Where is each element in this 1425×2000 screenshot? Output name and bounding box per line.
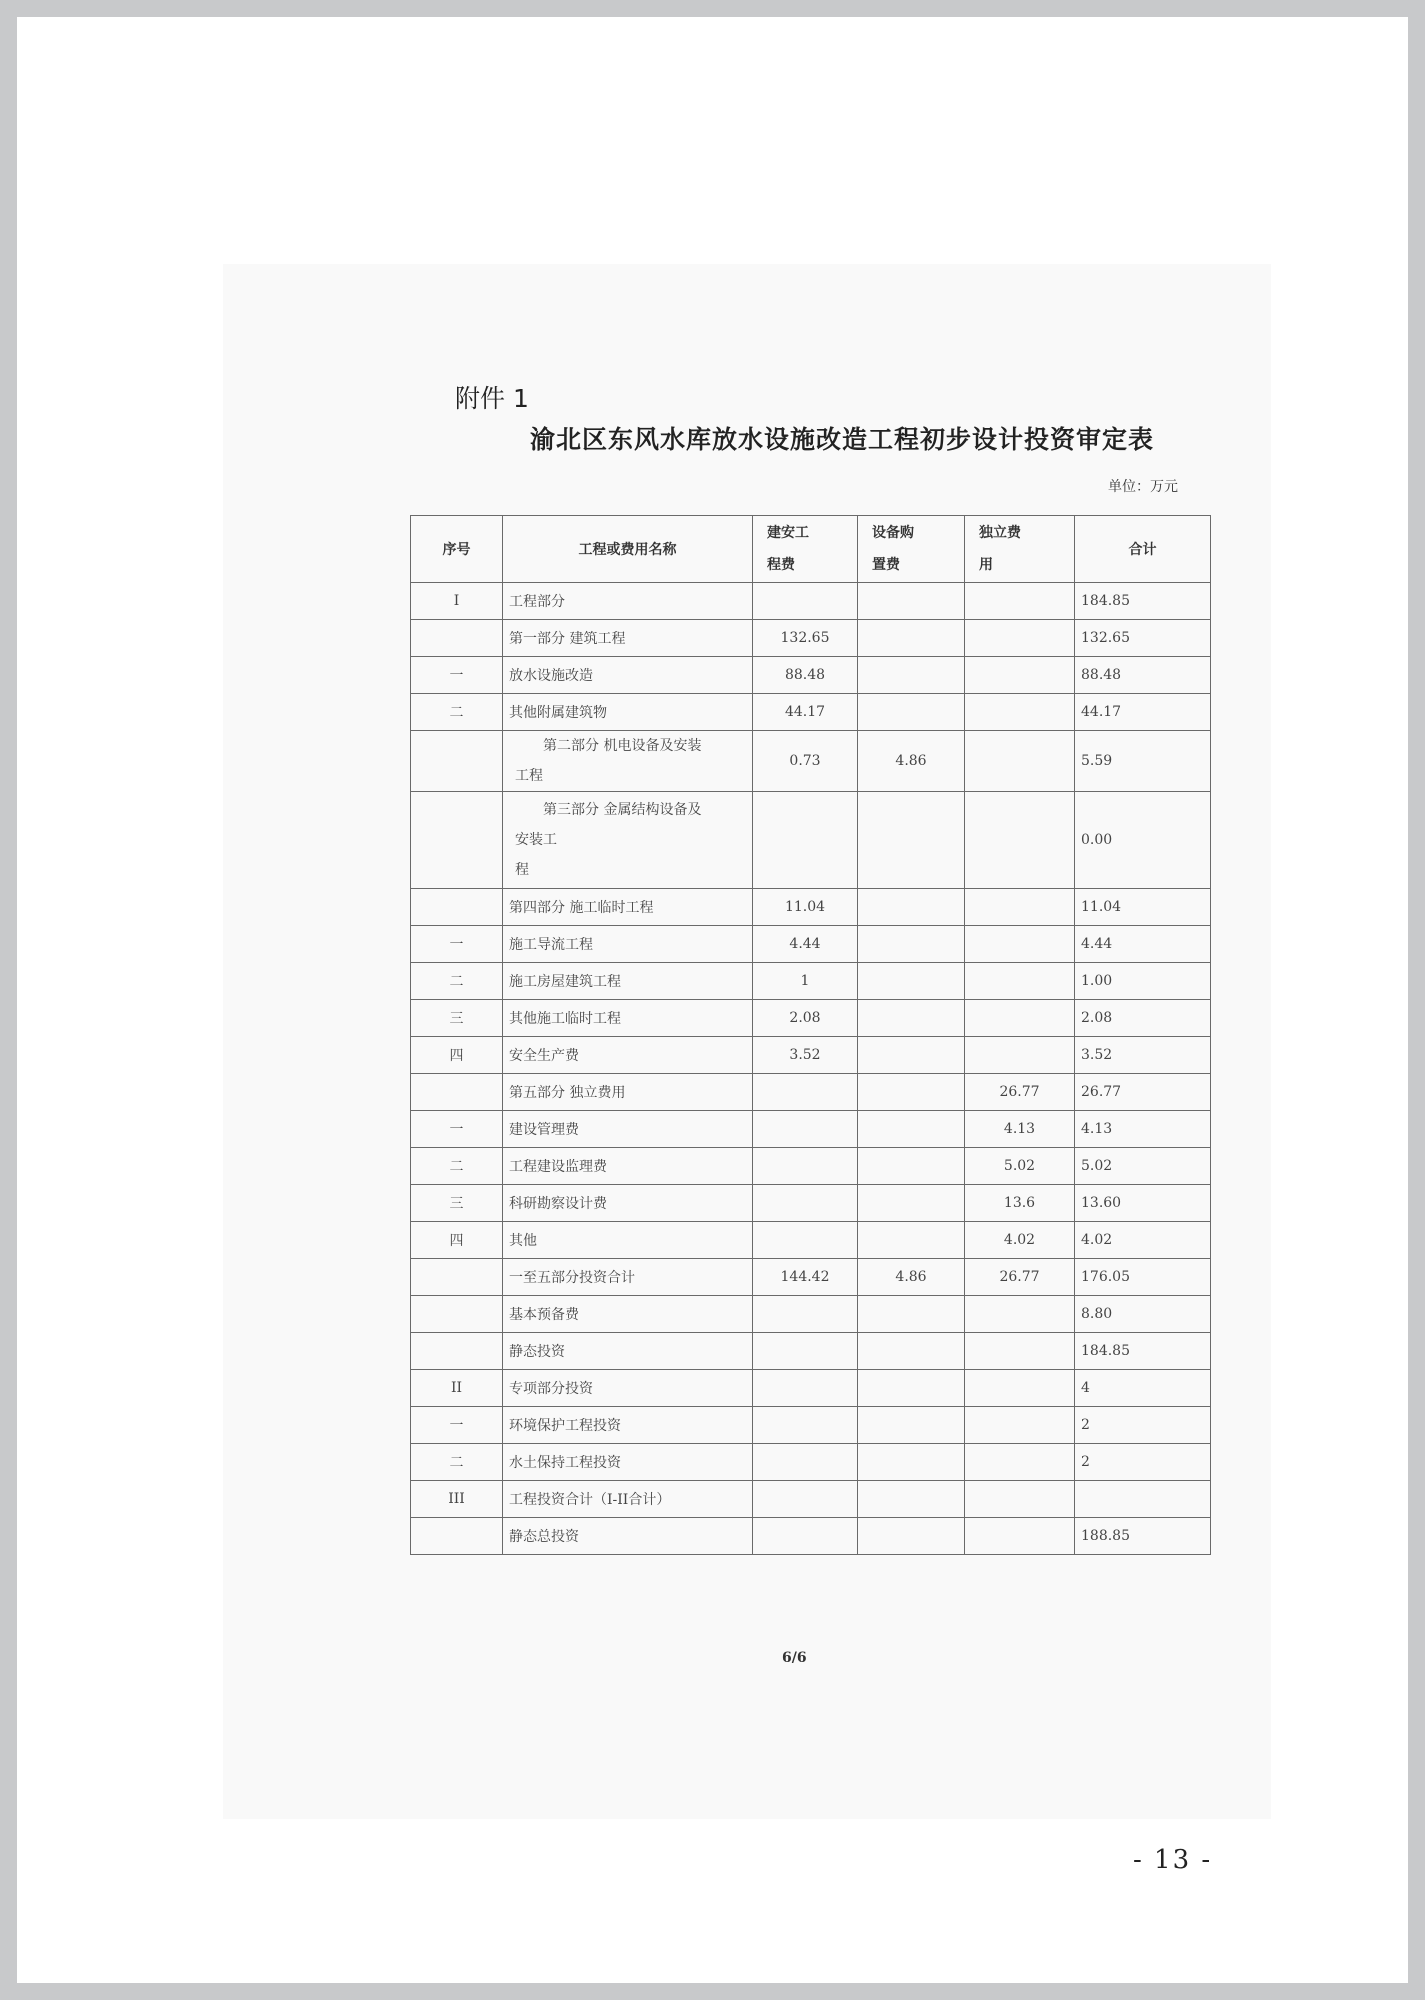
cell-construction [753, 1407, 858, 1444]
cell-total: 3.52 [1075, 1037, 1211, 1074]
header-equipment-line1: 设备购 [872, 525, 914, 541]
footer-page-counter: 6/6 [782, 1650, 807, 1666]
cell-name-line1: 第三部分 金属结构设备及 [543, 802, 702, 818]
cell-total: 2.08 [1075, 1000, 1211, 1037]
cell-independent: 5.02 [965, 1148, 1075, 1185]
cell-independent [965, 1333, 1075, 1370]
cell-equipment [858, 1074, 965, 1111]
cell-total: 44.17 [1075, 694, 1211, 731]
table-row [411, 1074, 1211, 1111]
cell-name: 基本预备费 [503, 1296, 753, 1333]
cell-total: 4.13 [1075, 1111, 1211, 1148]
cell-total: 4.44 [1075, 926, 1211, 963]
table-row [411, 657, 1211, 694]
cell-independent [965, 583, 1075, 620]
cell-total: 184.85 [1075, 1333, 1211, 1370]
cell-name: 工程部分 [503, 583, 753, 620]
table-row [411, 1148, 1211, 1185]
cell-independent [965, 963, 1075, 1000]
cell-equipment [858, 1333, 965, 1370]
header-total: 合计 [1075, 516, 1211, 583]
table-row [411, 1333, 1211, 1370]
cell-construction [753, 1074, 858, 1111]
cell-total: 2 [1075, 1444, 1211, 1481]
cell-independent [965, 1370, 1075, 1407]
cell-total: 11.04 [1075, 889, 1211, 926]
cell-construction [753, 1111, 858, 1148]
cell-seq: 四 [411, 1222, 503, 1259]
cell-construction [753, 1148, 858, 1185]
cell-equipment [858, 1444, 965, 1481]
cell-name: 其他 [503, 1222, 753, 1259]
header-independent-line1: 独立费 [979, 525, 1021, 541]
cell-equipment: 4.86 [858, 731, 965, 792]
header-independent [965, 516, 1075, 583]
cell-independent [965, 889, 1075, 926]
header-independent-line2: 用 [979, 557, 993, 573]
cell-seq: 一 [411, 1111, 503, 1148]
cell-construction [753, 1296, 858, 1333]
table-row [411, 1407, 1211, 1444]
cell-name-line3: 程 [515, 862, 529, 878]
cell-construction: 11.04 [753, 889, 858, 926]
cell-independent: 13.6 [965, 1185, 1075, 1222]
cell-name: 安全生产费 [503, 1037, 753, 1074]
cell-construction: 1 [753, 963, 858, 1000]
cell-seq [411, 620, 503, 657]
cell-name-line2: 工程 [515, 768, 543, 784]
header-construction [753, 516, 858, 583]
cell-total: 13.60 [1075, 1185, 1211, 1222]
cell-construction [753, 1481, 858, 1518]
cell-name: 科研勘察设计费 [503, 1185, 753, 1222]
table-row [411, 889, 1211, 926]
document-title: 渝北区东风水库放水设施改造工程初步设计投资审定表 [530, 425, 1155, 454]
cell-construction: 4.44 [753, 926, 858, 963]
cell-name: 工程建设监理费 [503, 1148, 753, 1185]
table-row [411, 963, 1211, 1000]
cell-seq [411, 1296, 503, 1333]
cell-independent [965, 1481, 1075, 1518]
table-row [411, 1111, 1211, 1148]
cell-seq [411, 1518, 503, 1555]
cell-equipment [858, 1148, 965, 1185]
cell-total: 4 [1075, 1370, 1211, 1407]
cell-name: 一至五部分投资合计 [503, 1259, 753, 1296]
cell-construction: 3.52 [753, 1037, 858, 1074]
table-row [411, 1370, 1211, 1407]
cell-independent: 26.77 [965, 1259, 1075, 1296]
cell-equipment [858, 1111, 965, 1148]
cell-equipment [858, 1000, 965, 1037]
cell-seq: 二 [411, 694, 503, 731]
cell-total: 2 [1075, 1407, 1211, 1444]
cell-equipment [858, 1296, 965, 1333]
cell-total: 0.00 [1075, 792, 1211, 889]
cell-seq [411, 1074, 503, 1111]
header-seq: 序号 [411, 516, 503, 583]
cell-equipment [858, 963, 965, 1000]
cell-seq: 一 [411, 1407, 503, 1444]
cell-total: 188.85 [1075, 1518, 1211, 1555]
table-header-row [411, 516, 1211, 583]
cell-construction: 88.48 [753, 657, 858, 694]
cell-equipment [858, 1037, 965, 1074]
cell-independent [965, 694, 1075, 731]
cell-total: 1.00 [1075, 963, 1211, 1000]
cell-construction [753, 1518, 858, 1555]
cell-total: 4.02 [1075, 1222, 1211, 1259]
cell-construction [753, 1333, 858, 1370]
cell-name: 放水设施改造 [503, 657, 753, 694]
cell-independent [965, 792, 1075, 889]
cell-name: 静态投资 [503, 1333, 753, 1370]
cell-construction [753, 1222, 858, 1259]
cell-equipment [858, 1185, 965, 1222]
cell-total [1075, 1481, 1211, 1518]
cell-independent [965, 926, 1075, 963]
cell-seq [411, 731, 503, 792]
cell-independent [965, 1000, 1075, 1037]
cell-equipment [858, 1518, 965, 1555]
header-equipment-line2: 置费 [872, 557, 900, 573]
cell-total: 8.80 [1075, 1296, 1211, 1333]
cell-name: 施工房屋建筑工程 [503, 963, 753, 1000]
cell-equipment [858, 926, 965, 963]
cell-total: 132.65 [1075, 620, 1211, 657]
cell-name: 施工导流工程 [503, 926, 753, 963]
cell-name: 建设管理费 [503, 1111, 753, 1148]
cell-independent [965, 731, 1075, 792]
table-row [411, 620, 1211, 657]
cell-construction: 2.08 [753, 1000, 858, 1037]
cell-independent: 26.77 [965, 1074, 1075, 1111]
unit-label: 单位：万元 [1108, 479, 1178, 495]
cell-independent [965, 1444, 1075, 1481]
table-row [411, 694, 1211, 731]
cell-seq: 二 [411, 963, 503, 1000]
cell-name [503, 731, 753, 792]
cell-name: 工程投资合计（I-II合计） [503, 1481, 753, 1518]
cell-name-line1: 第二部分 机电设备及安装 [543, 738, 702, 754]
table-row [411, 1259, 1211, 1296]
cell-independent [965, 1037, 1075, 1074]
cell-seq [411, 889, 503, 926]
cell-construction [753, 1185, 858, 1222]
table-row [411, 1518, 1211, 1555]
table-row [411, 1296, 1211, 1333]
cell-total: 184.85 [1075, 583, 1211, 620]
table-row [411, 583, 1211, 620]
cell-seq: 一 [411, 657, 503, 694]
header-construction-line1: 建安工 [767, 525, 809, 541]
cell-equipment [858, 657, 965, 694]
cell-construction: 0.73 [753, 731, 858, 792]
cell-name: 静态总投资 [503, 1518, 753, 1555]
cell-name [503, 792, 753, 889]
cell-name: 专项部分投资 [503, 1370, 753, 1407]
cell-name: 第一部分 建筑工程 [503, 620, 753, 657]
table-row [411, 731, 1211, 792]
investment-table [410, 515, 1211, 1555]
cell-seq: III [411, 1481, 503, 1518]
cell-construction: 144.42 [753, 1259, 858, 1296]
table-row [411, 1000, 1211, 1037]
cell-seq [411, 1259, 503, 1296]
cell-seq: 四 [411, 1037, 503, 1074]
cell-equipment [858, 792, 965, 889]
cell-construction: 132.65 [753, 620, 858, 657]
cell-seq: 二 [411, 1148, 503, 1185]
cell-independent [965, 1296, 1075, 1333]
cell-seq: 二 [411, 1444, 503, 1481]
table-row [411, 1037, 1211, 1074]
cell-total: 5.59 [1075, 731, 1211, 792]
cell-name-line2: 安装工 [515, 832, 557, 848]
attachment-label: 附件 1 [455, 384, 529, 413]
cell-seq: 三 [411, 1000, 503, 1037]
cell-total: 5.02 [1075, 1148, 1211, 1185]
cell-equipment [858, 694, 965, 731]
cell-equipment [858, 889, 965, 926]
header-equipment [858, 516, 965, 583]
cell-independent: 4.02 [965, 1222, 1075, 1259]
cell-name: 第五部分 独立费用 [503, 1074, 753, 1111]
cell-seq: II [411, 1370, 503, 1407]
cell-construction [753, 792, 858, 889]
cell-total: 26.77 [1075, 1074, 1211, 1111]
cell-equipment [858, 1222, 965, 1259]
table-row [411, 1185, 1211, 1222]
cell-name: 环境保护工程投资 [503, 1407, 753, 1444]
cell-total: 88.48 [1075, 657, 1211, 694]
page-number: - 13 - [1133, 1845, 1213, 1875]
cell-independent [965, 657, 1075, 694]
cell-seq [411, 1333, 503, 1370]
cell-name: 水土保持工程投资 [503, 1444, 753, 1481]
table-row [411, 792, 1211, 889]
cell-independent: 4.13 [965, 1111, 1075, 1148]
cell-equipment [858, 1481, 965, 1518]
cell-construction [753, 583, 858, 620]
table-row [411, 1481, 1211, 1518]
table-row [411, 1444, 1211, 1481]
cell-construction: 44.17 [753, 694, 858, 731]
cell-construction [753, 1370, 858, 1407]
cell-independent [965, 1518, 1075, 1555]
table-row [411, 926, 1211, 963]
header-construction-line2: 程费 [767, 557, 795, 573]
header-name: 工程或费用名称 [503, 516, 753, 583]
cell-seq: 三 [411, 1185, 503, 1222]
cell-equipment: 4.86 [858, 1259, 965, 1296]
cell-name: 其他附属建筑物 [503, 694, 753, 731]
cell-independent [965, 1407, 1075, 1444]
cell-equipment [858, 583, 965, 620]
cell-name: 第四部分 施工临时工程 [503, 889, 753, 926]
cell-seq: 一 [411, 926, 503, 963]
cell-name: 其他施工临时工程 [503, 1000, 753, 1037]
cell-equipment [858, 1370, 965, 1407]
cell-independent [965, 620, 1075, 657]
cell-total: 176.05 [1075, 1259, 1211, 1296]
cell-seq [411, 792, 503, 889]
cell-construction [753, 1444, 858, 1481]
cell-equipment [858, 620, 965, 657]
cell-seq: I [411, 583, 503, 620]
cell-equipment [858, 1407, 965, 1444]
table-row [411, 1222, 1211, 1259]
